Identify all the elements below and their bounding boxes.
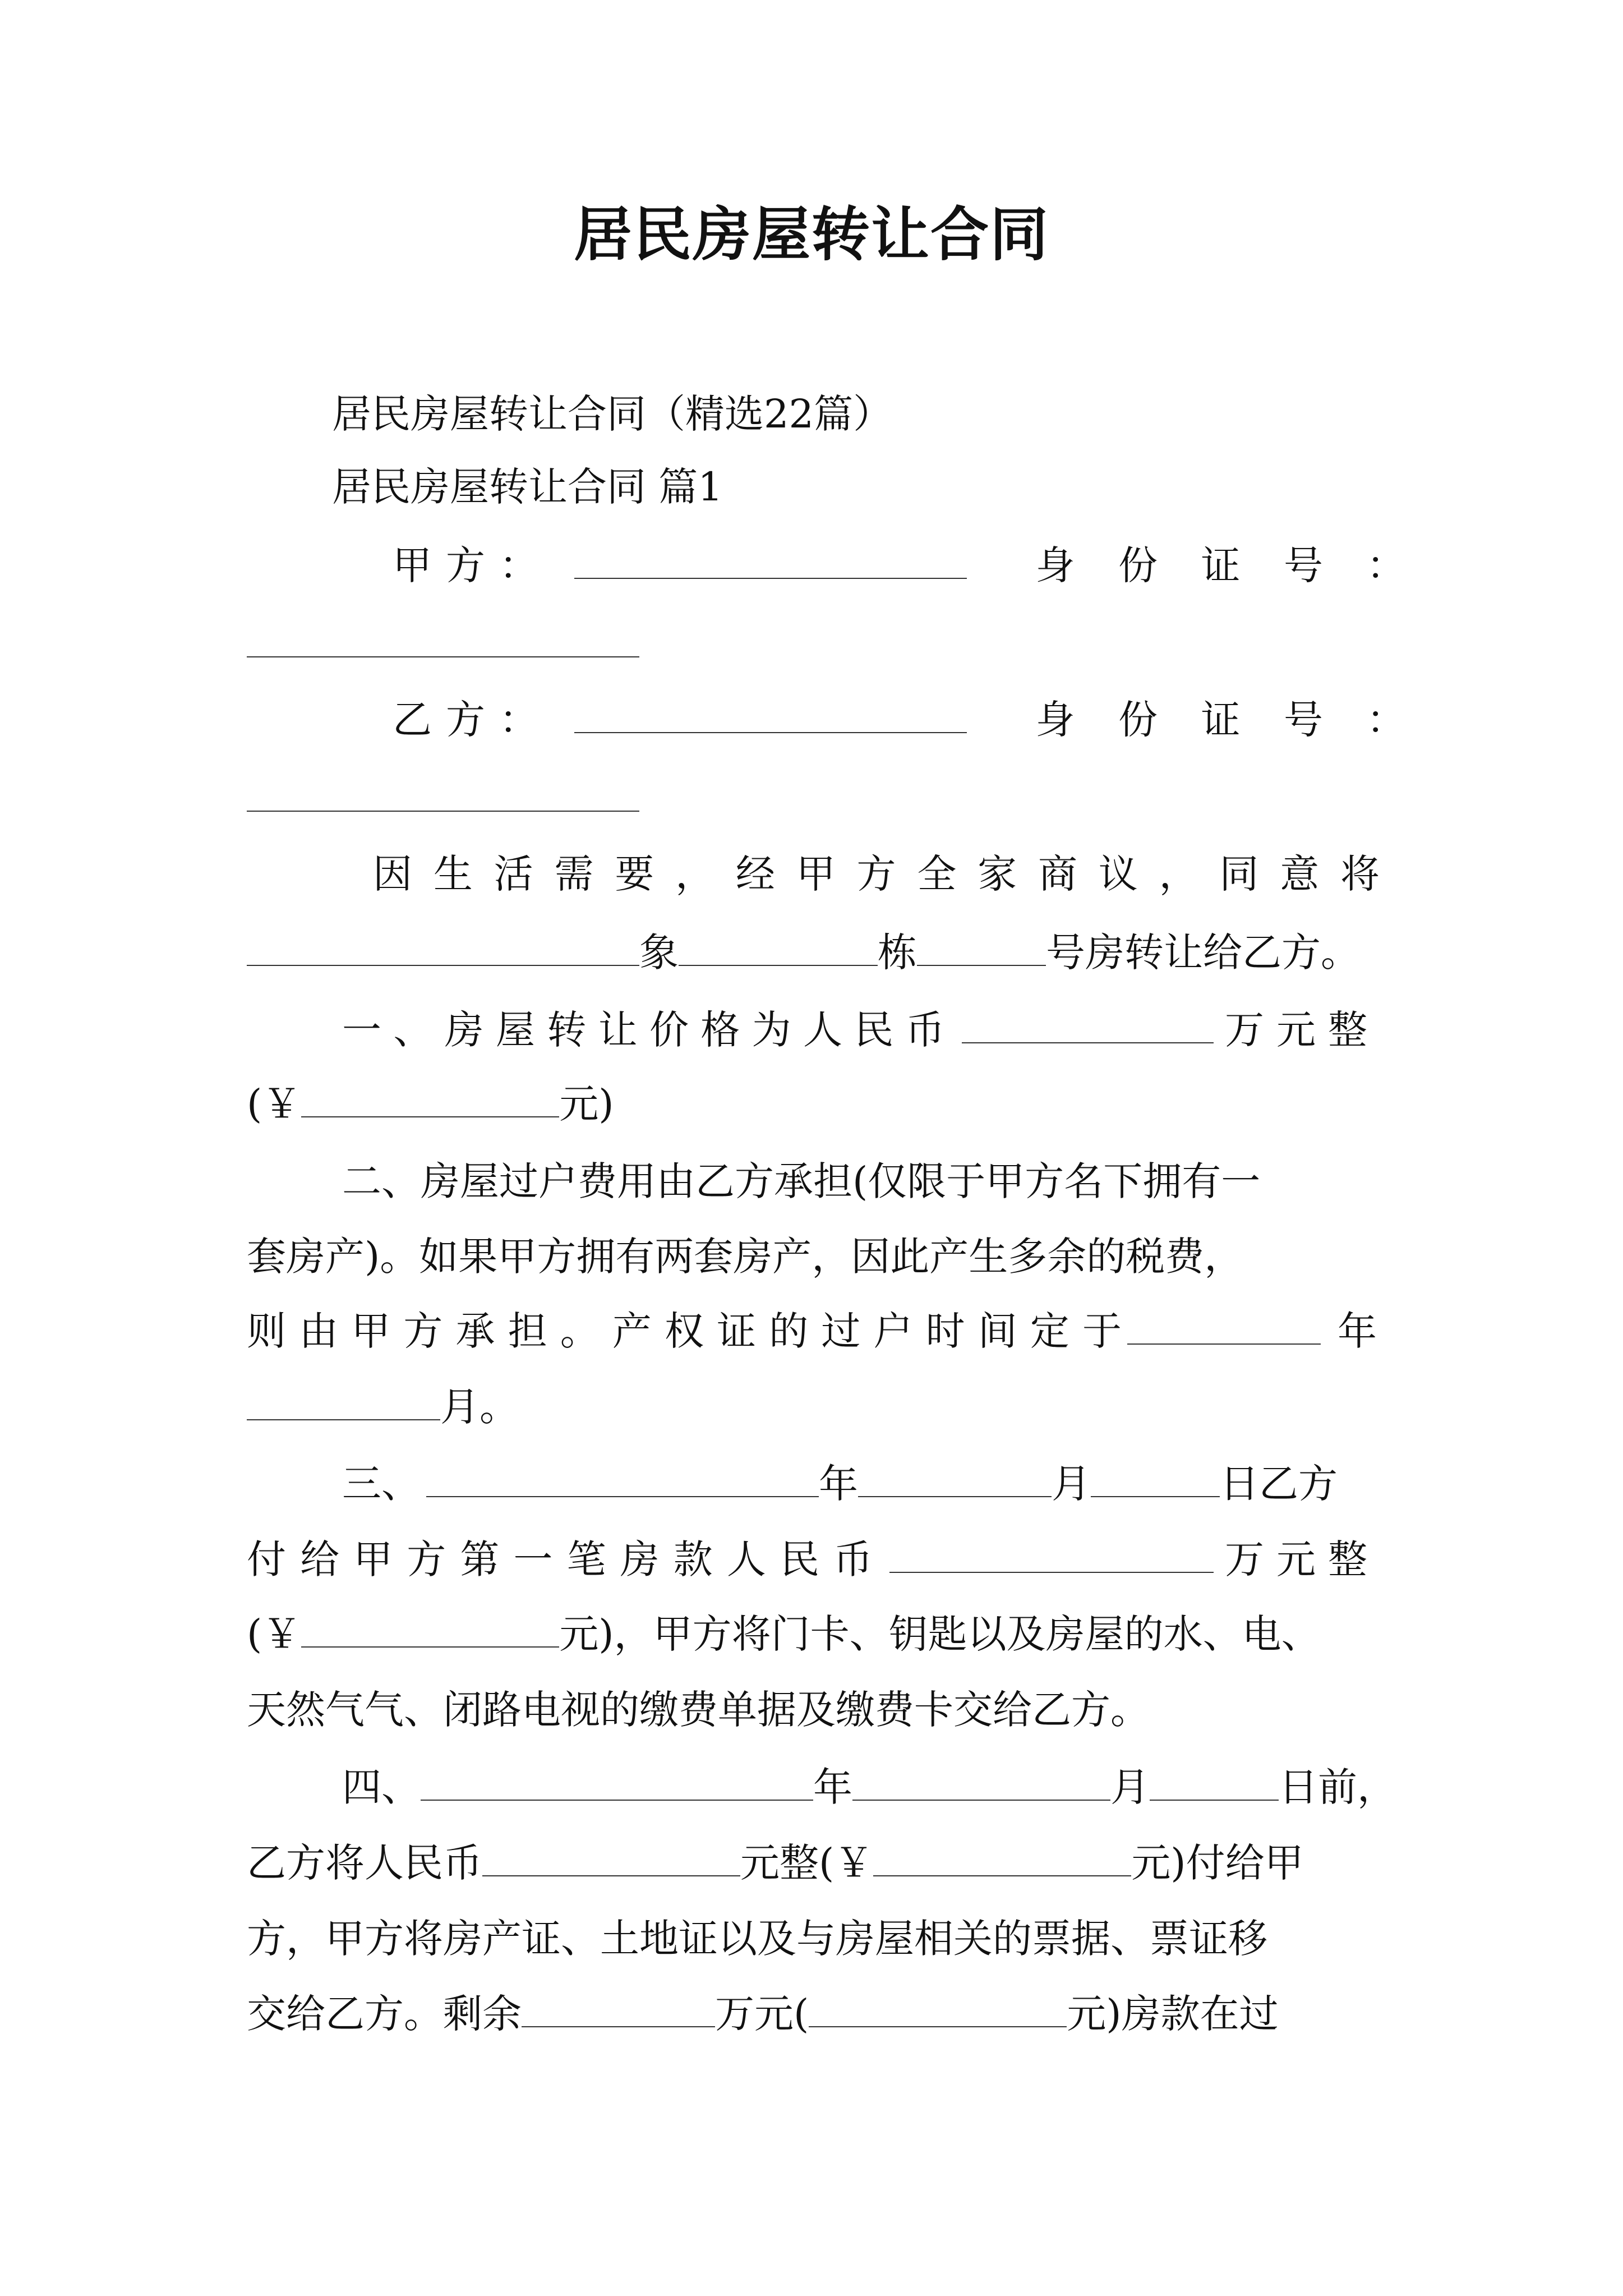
text-segment: 款 (673, 1536, 713, 1582)
party-b-name-blank (574, 697, 967, 733)
text-segment: 因 (373, 851, 412, 897)
text-segment: 乙方将人民币 (247, 1840, 482, 1886)
party-a-id-line (247, 617, 639, 671)
clause-1-line-1 (342, 1003, 1380, 1057)
second-pay-yuan-blank (873, 1841, 1131, 1876)
clause-2-line-2: 套房产)。如果甲方拥有两套房产，因此产生多余的税费， (247, 1234, 1244, 1280)
clause-3-line-3 (247, 1607, 1380, 1661)
party-b-line (393, 693, 1406, 747)
text-segment: 房 (620, 1536, 660, 1582)
transfer-year-blank (1127, 1309, 1321, 1345)
remaining-wan-blank (522, 1991, 715, 2027)
text-segment: 户 (873, 1308, 913, 1354)
text-segment: 为 (751, 1007, 791, 1053)
first-pay-day-blank (1091, 1461, 1220, 1497)
text-segment: 方 (446, 697, 485, 743)
party-a-id-blank (247, 622, 639, 657)
first-pay-wan-blank (889, 1537, 1214, 1573)
clause-4-line-4 (247, 1987, 1380, 2041)
clause-4-line-3: 方，甲方将房产证、土地证以及与房屋相关的票据、票证移 (247, 1916, 1267, 1962)
party-a-label (393, 539, 538, 592)
party-a-id-label (1036, 539, 1406, 592)
text-segment: ： (499, 542, 538, 588)
intro-line-2 (247, 926, 1380, 979)
text-segment: 将 (1340, 851, 1380, 897)
text-segment: 价 (649, 1007, 689, 1053)
text-segment: 民 (780, 1536, 819, 1582)
text-segment: 元)房款在过 (1067, 1991, 1279, 2037)
text-segment: 定 (1030, 1308, 1069, 1354)
text-segment: 万元整 (1225, 1536, 1380, 1582)
text-segment: 月。 (440, 1384, 519, 1430)
text-segment: 人 (803, 1007, 842, 1053)
text-segment: 方 (446, 542, 485, 588)
clause-2-line-4 (247, 1380, 1380, 1434)
party-b-id-label (1036, 693, 1406, 747)
text-segment: 转 (547, 1007, 587, 1053)
text-segment: 四、 (342, 1764, 421, 1810)
text-segment: 方 (403, 1308, 443, 1354)
text-segment: 号房转让给乙方。 (1046, 930, 1360, 976)
document-subtitle: 居民房屋转让合同（精选22篇） (332, 391, 893, 437)
text-segment: 日乙方 (1220, 1461, 1338, 1507)
text-segment: 万元整 (1225, 1007, 1380, 1053)
text-segment: 月 (1110, 1764, 1150, 1810)
address-blank (247, 930, 639, 966)
document-title: 居民房屋转让合同 (573, 200, 1049, 269)
text-segment: 屋 (495, 1007, 535, 1053)
text-segment: 格 (700, 1007, 740, 1053)
text-segment: 身 (1035, 542, 1075, 588)
text-segment: 家 (978, 851, 1017, 897)
text-segment: ： (1366, 697, 1406, 743)
text-segment: 年 (819, 1461, 858, 1507)
text-segment: 证 (717, 1308, 757, 1354)
text-segment: (￥ (247, 1611, 302, 1657)
text-segment: 证 (1201, 542, 1241, 588)
text-segment: 甲 (353, 1536, 393, 1582)
party-a-name-blank (574, 543, 967, 579)
text-segment: 币 (905, 1007, 945, 1053)
text-segment: 人 (726, 1536, 766, 1582)
second-pay-day-blank (1150, 1765, 1279, 1801)
text-segment: 份 (1118, 697, 1158, 743)
clause-2-line-3 (247, 1304, 1380, 1358)
text-segment: 、 (393, 1007, 433, 1053)
text-segment: (￥ (247, 1081, 302, 1127)
text-segment: 时 (925, 1308, 965, 1354)
text-segment: 由 (299, 1308, 339, 1354)
second-pay-month-blank (852, 1765, 1110, 1801)
clause-1-text (342, 1003, 945, 1057)
text-segment: 生 (433, 851, 473, 897)
building-blank (679, 930, 878, 966)
unit-blank (917, 930, 1046, 966)
text-segment: 币 (833, 1536, 873, 1582)
party-b-id-line (247, 771, 639, 825)
price-wan-blank (962, 1007, 1214, 1043)
text-segment: 权 (665, 1308, 704, 1354)
text-segment: 过 (821, 1308, 861, 1354)
text-segment: 交给乙方。剩余 (247, 1991, 522, 2037)
text-segment: 万元( (715, 1991, 809, 2037)
party-b-label (393, 693, 538, 747)
text-segment: 。 (560, 1308, 600, 1354)
party-a-line (393, 539, 1406, 592)
first-pay-yuan-blank (301, 1612, 559, 1648)
clause-4-line-2 (247, 1836, 1380, 1890)
party-b-id-blank (247, 776, 639, 812)
text-segment: 民 (854, 1007, 894, 1053)
text-segment: 号 (1284, 542, 1324, 588)
second-pay-year-blank (421, 1765, 813, 1801)
text-segment: ， (675, 851, 715, 897)
text-segment: 间 (978, 1308, 1017, 1354)
text-segment: 甲 (796, 851, 836, 897)
transfer-month-blank (247, 1384, 440, 1420)
text-segment: 经 (735, 851, 775, 897)
text-segment: 付 (247, 1536, 286, 1582)
text-segment: 元)付给甲 (1131, 1840, 1304, 1886)
text-segment: 栋 (878, 930, 917, 976)
text-segment: 身 (1035, 697, 1075, 743)
text-segment: 同 (1219, 851, 1259, 897)
text-segment: 房 (444, 1007, 484, 1053)
text-segment: 证 (1201, 697, 1241, 743)
text-segment: ， (1159, 851, 1198, 897)
text-segment: 担 (508, 1308, 547, 1354)
text-segment: 一 (513, 1536, 553, 1582)
text-segment: 方 (407, 1536, 446, 1582)
text-segment: 第 (460, 1536, 500, 1582)
text-segment: ： (499, 697, 538, 743)
clause-3-line-2 (247, 1533, 1380, 1586)
text-segment: 年 (1338, 1308, 1377, 1354)
clause-3-line-2-text (247, 1533, 873, 1586)
first-pay-month-blank (858, 1461, 1052, 1497)
second-pay-rmb-blank (482, 1841, 740, 1876)
text-segment: 象 (639, 930, 679, 976)
text-segment: 日前， (1279, 1764, 1396, 1810)
text-segment: 产 (612, 1308, 652, 1354)
text-segment: 需 (554, 851, 594, 897)
text-segment: 给 (300, 1536, 340, 1582)
text-segment: 意 (1280, 851, 1320, 897)
remaining-yuan-blank (809, 1991, 1067, 2027)
clause-2-line-3-text (247, 1304, 1122, 1358)
price-yuan-blank (301, 1082, 559, 1117)
text-segment: 元) (559, 1081, 614, 1127)
intro-line-1 (373, 847, 1380, 901)
clause-4-line-1 (342, 1760, 1396, 1814)
text-segment: 全 (917, 851, 957, 897)
text-segment: 元)，甲方将门卡、钥匙以及房屋的水、电、 (559, 1611, 1321, 1657)
text-segment: 笔 (566, 1536, 606, 1582)
text-segment: 元整(￥ (740, 1840, 874, 1886)
text-segment: 甲 (351, 1308, 391, 1354)
text-segment: 承 (455, 1308, 495, 1354)
text-segment: 份 (1118, 542, 1158, 588)
text-segment: 让 (598, 1007, 638, 1053)
text-segment: 要 (615, 851, 654, 897)
text-segment: 于 (1082, 1308, 1122, 1354)
text-segment: ： (1366, 542, 1406, 588)
clause-2-line-1: 二、房屋过户费用由乙方承担(仅限于甲方名下拥有一 (342, 1158, 1261, 1204)
text-segment: 议 (1098, 851, 1138, 897)
clause-1-line-2 (247, 1077, 1380, 1131)
text-segment: 号 (1284, 697, 1324, 743)
text-segment: 的 (769, 1308, 809, 1354)
text-segment: 一 (342, 1007, 381, 1053)
text-segment: 则 (247, 1308, 286, 1354)
text-segment: 乙 (393, 697, 432, 743)
text-segment: 方 (856, 851, 896, 897)
first-pay-year-blank (426, 1461, 819, 1497)
clause-3-line-1 (342, 1457, 1380, 1511)
section-heading: 居民房屋转让合同 篇1 (332, 464, 723, 510)
text-segment: 月 (1052, 1461, 1091, 1507)
text-segment: 商 (1038, 851, 1077, 897)
text-segment: 甲 (393, 542, 432, 588)
text-segment: 活 (494, 851, 533, 897)
text-segment: 年 (813, 1764, 852, 1810)
text-segment: 三、 (342, 1461, 421, 1507)
clause-3-line-4: 天然气气、闭路电视的缴费单据及缴费卡交给乙方。 (247, 1687, 1150, 1733)
